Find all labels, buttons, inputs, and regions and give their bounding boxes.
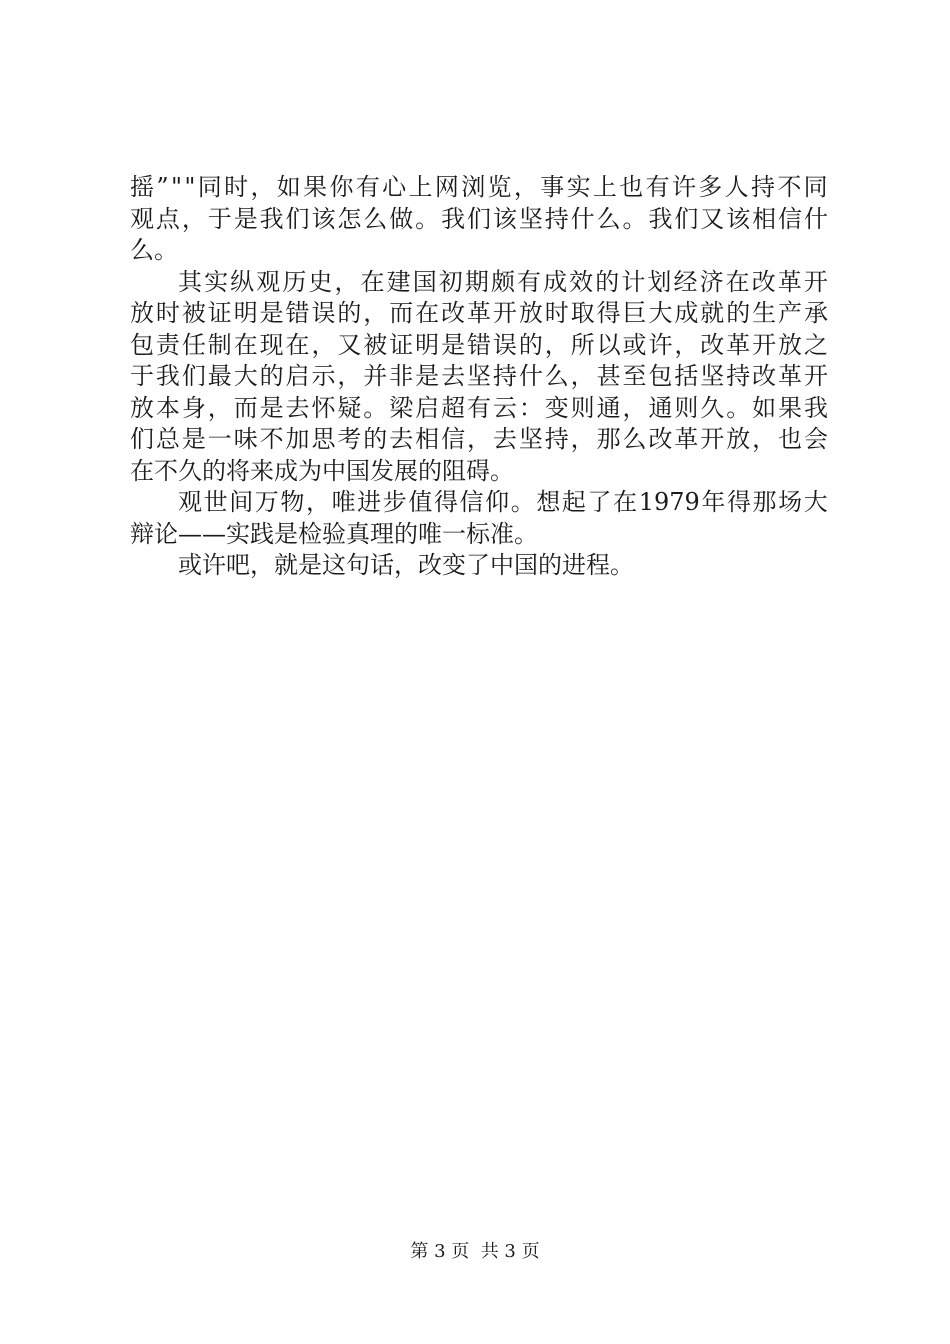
document-body bbox=[130, 172, 828, 582]
page-number-label: 第 3 页 共 3 页 bbox=[410, 1241, 540, 1262]
paragraph bbox=[130, 550, 828, 582]
paragraph bbox=[130, 487, 828, 550]
text-line: 在不久的将来成为中国发展的阻碍。 bbox=[130, 456, 514, 485]
text-line: 么。 bbox=[130, 236, 178, 264]
text-line: 于 我 们 最 大 的 启 示 ， 并 非 是 去 坚 持 什 么 ， 甚 至 包 括 坚 持 改 革 开 bbox=[130, 362, 828, 390]
text-line: 包 责 任 制 在 现 在 ， 又 被 证 明 是 错 误 的 ， 所 以 或 许 ， 改 革 开 放 之 bbox=[130, 330, 828, 359]
text-line: 放 时 被 证 明 是 错 误 的 ， 而 在 改 革 开 放 时 取 得 巨 大 成 就 的 生 产 承 bbox=[130, 299, 828, 327]
text-line: 辩论——实践是检验真理的唯一标准。 bbox=[130, 519, 538, 548]
text-line: 摇 ” " " 同 时 ， 如 果 你 有 心 上 网 浏 览 ， 事 实 上 也 有 许 多 人 持 不 同 bbox=[130, 173, 828, 201]
paragraph bbox=[130, 172, 828, 267]
text-line: 观 世 间 万 物 ， 唯 进 步 值 得 信 仰 。 想 起 了 在 1979 年 得 那 场 大 bbox=[178, 488, 828, 516]
text-line: 们 总 是 一 味 不 加 思 考 的 去 相 信 ， 去 坚 持 ， 那 么 改 革 开 放 ， 也 会 bbox=[130, 425, 828, 453]
text-line: 或许吧，就是这句话，改变了中国的进程。 bbox=[178, 551, 634, 579]
text-line: 其 实 纵 观 历 史 ， 在 建 国 初 期 颇 有 成 效 的 计 划 经 济 在 改 革 开 bbox=[178, 267, 828, 296]
page-footer bbox=[0, 1240, 950, 1264]
paragraph bbox=[130, 267, 828, 488]
text-line: 观 点 ， 于 是 我 们 该 怎 么 做 。 我 们 该 坚 持 什 么 。 我 们 又 该 相 信 什 bbox=[130, 204, 828, 233]
text-line: 放 本 身 ， 而 是 去 怀 疑 。 梁 启 超 有 云 ： 变 则 通 ， 通 则 久 。 如 果 我 bbox=[130, 393, 828, 422]
